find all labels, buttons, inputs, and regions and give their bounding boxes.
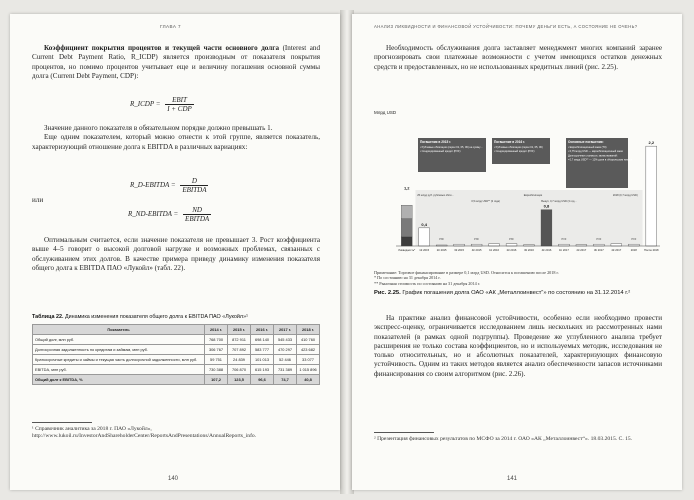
right-para-text: На практике анализ финансовой устойчивости, особенно если необходимо провести экспресс-оценку, ограничивается исследованием лишь нескольких из рассмотренных нами показателей (в рамках одной подгруппы). Проведение же углубленного анализа требует расширения не только состава коэффициентов, но и используемых методик, исследования не только относительных, но и абсолютных показателей, характеризующих финансовую устойчивость. Одним из таких методов является анализ обеспеченности запасов источниками финансирования со своим алгоритмом (рис. 2.26). [374, 314, 662, 378]
chart-callout-line: • Синдицированный кредит (PXF) [420, 150, 461, 154]
debt-repayment-chart [370, 106, 664, 266]
table-cell: 545 433 [274, 335, 297, 345]
left-heading: Коэффициент покрытия процентов и текущей части основного долга [44, 44, 279, 52]
figure-caption-label: Рис. 2.25. [374, 290, 401, 296]
chart-callout-line: • Рублевые облигации (серии 01, 05, 06) [494, 146, 543, 149]
chart-tick-label: После 2018 [643, 249, 659, 252]
chart-tick-label: 3К 2016 [524, 249, 534, 252]
table-cell: 731 389 [274, 365, 297, 375]
chart-bar [611, 244, 622, 246]
chart-small-label: PXF [439, 238, 445, 241]
chart-tick-label: 4К 2015 [471, 249, 482, 252]
table-cell: 470 297 [274, 345, 297, 355]
table-header-row [33, 325, 320, 335]
chart-bar [419, 228, 430, 246]
chart-mid-label: 2018 (0,7 млрд USD) [612, 194, 638, 197]
table-cell: 107,2 [205, 375, 228, 385]
chart-tick-label: 2К 2017 [576, 249, 587, 252]
chart-small-label: PXF [474, 238, 480, 241]
chart-bar-label: 0,4 [421, 221, 427, 227]
debt-ebitda-table [32, 324, 320, 385]
chart-tick-label: 3К 2015 [454, 249, 465, 252]
table-cell: 24 839 [228, 355, 251, 365]
table-cell: 123,5 [228, 375, 251, 385]
table-cell: 52 446 [274, 355, 297, 365]
chart-bar-label: 1,2 [403, 185, 410, 191]
chart-tick-label: 4К 2016 [541, 249, 552, 252]
chart-bar [541, 210, 552, 246]
table-row [33, 335, 320, 345]
formula-d-ebitda [130, 177, 208, 194]
table-total-row [33, 375, 320, 385]
table-cell: 583 777 [251, 345, 274, 355]
table-row [33, 345, 320, 355]
table-cell: 410 760 [297, 335, 320, 345]
chart-small-label: PXF [631, 238, 637, 241]
formula-icdp-num: EBIT [165, 96, 194, 105]
right-intro [374, 44, 662, 72]
right-para [374, 314, 662, 379]
chart-tick-label: 2К 2015 [436, 249, 447, 252]
chart-bar [506, 244, 517, 246]
chart-small-label: PXF [596, 238, 602, 241]
left-running-head: ГЛАВА 7 [160, 24, 181, 29]
table-cell: 33 077 [297, 355, 320, 365]
table-cell: 707 892 [228, 345, 251, 355]
formula-nd-ebitda [128, 206, 211, 223]
left-page-number: 140 [168, 476, 179, 482]
table-cell: 730 388 [205, 365, 228, 375]
formula-nd-ebitda-den: EBITDA [185, 215, 210, 223]
chart-bar [646, 146, 657, 246]
chart-callout-title: Погашения в 2015 г. [420, 140, 452, 144]
chart-callout-line: Долгосрочная стоимость заимствований: [568, 154, 618, 158]
left-para1-text: (Interest and Current Debt Payment Ratio, R_ICDP) является производным от показателя покрытия процентов, но помимо процентов учитывает еще и величину погашения основной суммы долга (Current Debt Payment, CDP): [32, 44, 320, 80]
chart-bar-label: 2,2 [648, 140, 655, 146]
chart-bar [489, 244, 500, 246]
left-para3-text: Еще одним показателем, который можно отнести к этой группе, является показатель, характеризующий отношение долга к EBITDA в различных вариациях: [32, 133, 320, 151]
right-page-number: 141 [507, 476, 518, 482]
chart-callout-title: Погашение в 2016 г. [494, 140, 526, 144]
chart-callout-line: • Еврооблигационный заем (ТЗ) [568, 146, 607, 149]
right-footnote-rule [374, 432, 434, 433]
chart-tick-label: 2К 2016 [506, 249, 517, 252]
table-cell: 423 682 [297, 345, 320, 355]
table-caption-text: Динамика изменения показателя общего долга к EBITDA ПАО «Лукойл»¹ [64, 314, 248, 320]
figure-caption [374, 290, 662, 297]
table-cell: 872 911 [228, 335, 251, 345]
chart-callout-title: Основные погашения: [568, 140, 604, 144]
table-cell: 59 751 [205, 355, 228, 365]
right-page [352, 14, 682, 490]
table-caption-label: Таблица 22. [32, 314, 64, 320]
chart-callout-line: • 0,7 млрд USD** — 12% доля в «Норильском никеле… [568, 158, 635, 162]
formula-nd-ebitda-num: ND [183, 206, 211, 215]
chart-bar-segment [401, 205, 412, 219]
chart-period-band [415, 190, 642, 246]
table-cell: 1 015 896 [297, 365, 320, 375]
chart-mid-label: Еврооблигации [523, 194, 543, 197]
chart-tick-label: 3К 2017 [593, 249, 604, 252]
table-cell: 74,7 [274, 375, 297, 385]
chart-tick-label: 2018 [630, 249, 637, 252]
left-para2-text: Значение данного показателя в обязательном порядке должно превышать 1. [44, 124, 273, 132]
formula-d-ebitda-num: D [180, 177, 208, 186]
chart-ylabel: Млрд USD [374, 110, 397, 115]
left-footnote-rule [32, 422, 92, 423]
left-para4 [32, 236, 320, 273]
table-cell: 615 193 [251, 365, 274, 375]
left-page [10, 14, 340, 490]
chart-mid-label: 0,5 млрд USD** (3 года) [471, 200, 500, 203]
chart-tick-label: 1К 2017 [559, 249, 569, 252]
table-row-label: Долгосрочная задолженность по кредитам и займам, млн руб. [33, 345, 205, 355]
table-caption [32, 314, 322, 320]
table-row-label: Общий долг, млн руб. [33, 335, 205, 345]
table-header: 2014 г. [205, 325, 228, 335]
chart-tick-label: 1К 2016 [489, 249, 499, 252]
left-para1 [32, 44, 320, 81]
table-row [33, 355, 320, 365]
left-para2 [32, 124, 320, 152]
chart-callout-line: • Рублевые облигации (серии 01, 05, 06) на сумму… [420, 146, 484, 149]
figure-caption-text: График погашения долга ОАО «АК „Металлоинвест“» по состоянию на 31.12.2014 г.² [402, 290, 631, 296]
chart-note [374, 270, 662, 286]
chart-callout-line: • 0,75 млрд USD — еврооблигационный заем [568, 150, 623, 154]
left-footnote: ¹ Справочник аналитика за 2018 г. ПАО «Лукойл», http://www.lukoil.ru/InvestorAndShareholderCenter/ReportsAndPresentations/AnnualReports_info. [32, 426, 257, 440]
table-row-label: Краткосрочные кредиты и займы и текущая часть долгосрочной задолженности, млн руб. [33, 355, 205, 365]
formula-d-ebitda-lhs: R_D-EBITDA = [130, 181, 176, 190]
chart-small-label: PXF [509, 238, 514, 241]
chart-tick-label: 4К 2017 [611, 249, 622, 252]
table-row-label: Общий долг к EBITDA, % [33, 375, 205, 385]
left-para4-text: Оптимальным считается, если значение показателя не превышает 3. Рост коэффициента выше 4–5 говорит о высокой долговой нагрузке и возможных проблемах, связанных с обслуживанием этих долгов. В качестве примера приведу динамику изменения показателя общего долга к EBITDA ПАО «Лукойл» (табл. 22). [32, 236, 320, 272]
formula-d-ebitda-den: EBITDA [182, 186, 207, 194]
formula-icdp [130, 96, 194, 113]
table-header: Показатель [33, 325, 205, 335]
table-cell: 306 767 [205, 345, 228, 355]
chart-callout-line: • Синдицированный кредит (PXF) [494, 150, 535, 154]
chart-mid-label: Выкуп, 0,7 млрд USD (3 год… [541, 200, 577, 203]
table-header: 2017 г. [274, 325, 297, 335]
table-cell: 96,6 [251, 375, 274, 385]
chart-mid-label: 25 млрд руб. рублевых обли… [417, 194, 455, 197]
formula-icdp-lhs: R_ICDP = [130, 100, 161, 109]
table-cell: 101 013 [251, 355, 274, 365]
right-running-head: АНАЛИЗ ЛИКВИДНОСТИ И ФИНАНСОВОЙ УСТОЙЧИВОСТИ: ПОЧЕМУ ДЕНЬГИ ЕСТЬ, А СОСТОЯНИЕ НЕ ОЧЕНЬ? [374, 24, 638, 29]
chart-note-main: Примечание: Торговое финансирование в размере 0,1 млрд USD. Относится к погашению после 2018 г. [374, 270, 559, 275]
chart-bar-segment [401, 219, 412, 237]
table-row-label: EBITDA, млн руб. [33, 365, 205, 375]
formula-nd-ebitda-lhs: R_ND-EBITDA = [128, 210, 179, 219]
chart-note-star2: ** Рыночная стоимость по состоянию на 31 декабря 2014 г. [374, 280, 481, 286]
chart-tick-label: Ликвидность* [398, 249, 416, 252]
table-cell: 768 700 [205, 335, 228, 345]
table-cell: 698 140 [251, 335, 274, 345]
table-row [33, 365, 320, 375]
table-cell: 40,8 [297, 375, 320, 385]
formula-icdp-den: I + CDP [167, 105, 192, 113]
table-header: 2016 г. [251, 325, 274, 335]
left-or-word: или [32, 196, 44, 204]
chart-bar-segment [401, 237, 412, 246]
chart-note-star1: * По состоянию на 31 декабря 2014 г. [374, 275, 441, 281]
right-intro-text: Необходимость обслуживания долга заставляет менеджмент многих компаний заранее прогнозировать свои платежные возможности с учетом имеющихся остатков денежных средств и предоставленных, но не использованных кредитных линий (рис. 2.25). [374, 44, 662, 71]
table-header: 2018 г. [297, 325, 320, 335]
chart-bar-label: 0,8 [543, 203, 550, 209]
table-header: 2015 г. [228, 325, 251, 335]
chart-small-label: PXF [561, 238, 567, 241]
right-footnote: ² Презентация финансовых результатов по МСФО за 2014 г. ОАО «АК „Металлоинвест“». 18.03.2015. С. 15. [374, 436, 633, 442]
chart-tick-label: 1К 2015 [419, 249, 430, 252]
table-cell: 706 870 [228, 365, 251, 375]
